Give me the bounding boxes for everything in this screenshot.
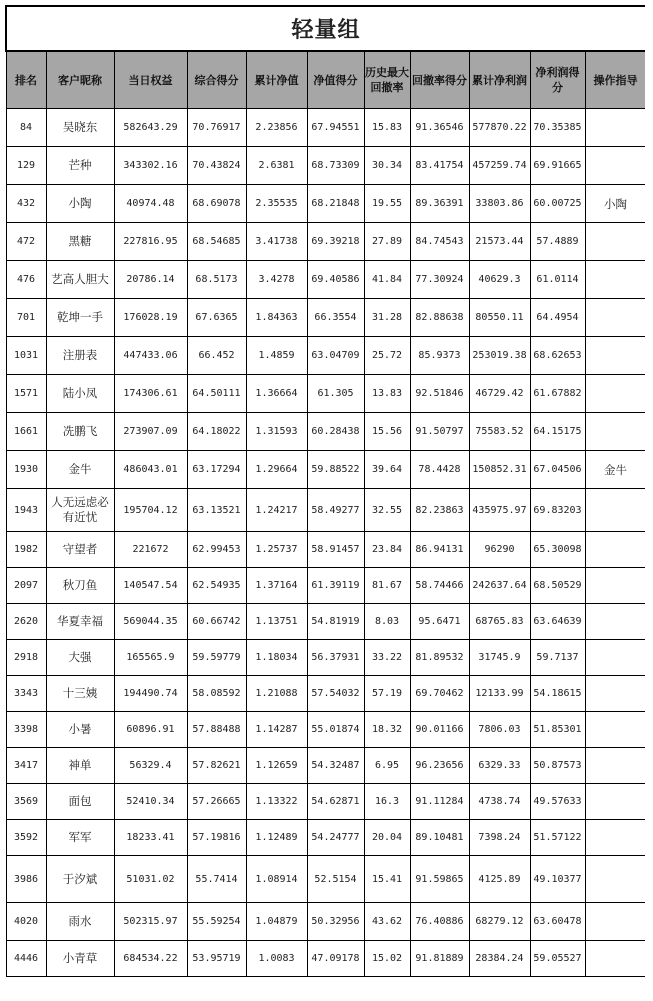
cell-total-score: 59.59779 <box>187 640 246 676</box>
cell-total-score: 70.76917 <box>187 109 246 147</box>
cell-rank: 4020 <box>6 903 46 941</box>
cell-guidance <box>585 261 645 299</box>
cell-cum-nav: 1.13322 <box>246 784 307 820</box>
cell-total-score: 57.26665 <box>187 784 246 820</box>
cell-guidance <box>585 568 645 604</box>
cell-profit-score: 69.91665 <box>530 147 585 185</box>
cell-drawdown-score: 69.70462 <box>410 676 469 712</box>
cell-nav-score: 54.24777 <box>307 820 364 856</box>
cell-cum-profit: 75583.52 <box>469 413 530 451</box>
cell-total-score: 63.17294 <box>187 451 246 489</box>
cell-cum-nav: 2.35535 <box>246 185 307 223</box>
cell-drawdown-score: 91.81889 <box>410 941 469 977</box>
table-row <box>6 337 645 375</box>
cell-rank: 1943 <box>6 489 46 532</box>
cell-profit-score: 63.60478 <box>530 903 585 941</box>
cell-equity: 502315.97 <box>114 903 187 941</box>
cell-drawdown-score: 92.51846 <box>410 375 469 413</box>
cell-nav-score: 68.73309 <box>307 147 364 185</box>
cell-equity: 140547.54 <box>114 568 187 604</box>
ranking-table <box>5 5 645 977</box>
cell-profit-score: 51.85301 <box>530 712 585 748</box>
cell-profit-score: 61.67882 <box>530 375 585 413</box>
table-row <box>6 820 645 856</box>
cell-equity: 486043.01 <box>114 451 187 489</box>
cell-rank: 701 <box>6 299 46 337</box>
cell-equity: 56329.4 <box>114 748 187 784</box>
cell-drawdown-score: 78.4428 <box>410 451 469 489</box>
header-guidance: 操作指导 <box>585 51 645 109</box>
header-row <box>6 51 645 109</box>
cell-nickname: 黑糖 <box>46 223 114 261</box>
cell-max-drawdown: 15.56 <box>364 413 410 451</box>
cell-equity: 273907.09 <box>114 413 187 451</box>
cell-nickname: 于汐斌 <box>46 856 114 903</box>
cell-equity: 221672 <box>114 532 187 568</box>
cell-nav-score: 61.39119 <box>307 568 364 604</box>
cell-total-score: 62.99453 <box>187 532 246 568</box>
cell-nav-score: 55.01874 <box>307 712 364 748</box>
cell-rank: 1982 <box>6 532 46 568</box>
cell-profit-score: 64.4954 <box>530 299 585 337</box>
cell-profit-score: 69.83203 <box>530 489 585 532</box>
cell-rank: 129 <box>6 147 46 185</box>
cell-cum-nav: 1.14287 <box>246 712 307 748</box>
cell-guidance <box>585 676 645 712</box>
cell-max-drawdown: 25.72 <box>364 337 410 375</box>
table-row <box>6 147 645 185</box>
cell-nickname: 乾坤一手 <box>46 299 114 337</box>
cell-rank: 2620 <box>6 604 46 640</box>
cell-profit-score: 49.57633 <box>530 784 585 820</box>
cell-max-drawdown: 13.83 <box>364 375 410 413</box>
cell-rank: 3417 <box>6 748 46 784</box>
table-row <box>6 941 645 977</box>
cell-nickname: 陆小凤 <box>46 375 114 413</box>
cell-equity: 174306.61 <box>114 375 187 413</box>
cell-nickname: 人无远虑必有近忧 <box>46 489 114 532</box>
cell-nickname: 注册表 <box>46 337 114 375</box>
cell-guidance <box>585 712 645 748</box>
cell-drawdown-score: 86.94131 <box>410 532 469 568</box>
cell-total-score: 67.6365 <box>187 299 246 337</box>
cell-drawdown-score: 95.6471 <box>410 604 469 640</box>
cell-drawdown-score: 89.36391 <box>410 185 469 223</box>
cell-nav-score: 61.305 <box>307 375 364 413</box>
cell-cum-nav: 3.4278 <box>246 261 307 299</box>
cell-cum-profit: 7398.24 <box>469 820 530 856</box>
cell-nickname: 冼鹏飞 <box>46 413 114 451</box>
cell-profit-score: 57.4889 <box>530 223 585 261</box>
table-row <box>6 532 645 568</box>
cell-total-score: 68.69078 <box>187 185 246 223</box>
cell-cum-nav: 1.0083 <box>246 941 307 977</box>
cell-guidance <box>585 375 645 413</box>
cell-nickname: 神单 <box>46 748 114 784</box>
table-row <box>6 299 645 337</box>
cell-cum-nav: 1.84363 <box>246 299 307 337</box>
cell-drawdown-score: 82.23863 <box>410 489 469 532</box>
table-row <box>6 223 645 261</box>
table-row <box>6 109 645 147</box>
cell-equity: 165565.9 <box>114 640 187 676</box>
cell-nav-score: 50.32956 <box>307 903 364 941</box>
cell-max-drawdown: 23.84 <box>364 532 410 568</box>
cell-drawdown-score: 90.01166 <box>410 712 469 748</box>
cell-nickname: 大强 <box>46 640 114 676</box>
cell-guidance <box>585 109 645 147</box>
cell-cum-nav: 1.36664 <box>246 375 307 413</box>
cell-max-drawdown: 15.02 <box>364 941 410 977</box>
cell-nav-score: 69.39218 <box>307 223 364 261</box>
cell-profit-score: 54.18615 <box>530 676 585 712</box>
table-row <box>6 261 645 299</box>
cell-rank: 3398 <box>6 712 46 748</box>
cell-cum-nav: 1.4859 <box>246 337 307 375</box>
cell-cum-profit: 457259.74 <box>469 147 530 185</box>
cell-cum-profit: 6329.33 <box>469 748 530 784</box>
cell-nickname: 芒种 <box>46 147 114 185</box>
cell-cum-nav: 1.12489 <box>246 820 307 856</box>
cell-cum-nav: 1.25737 <box>246 532 307 568</box>
cell-guidance <box>585 941 645 977</box>
cell-max-drawdown: 15.41 <box>364 856 410 903</box>
cell-total-score: 53.95719 <box>187 941 246 977</box>
cell-nickname: 小陶 <box>46 185 114 223</box>
header-rank: 排名 <box>6 51 46 109</box>
cell-cum-profit: 435975.97 <box>469 489 530 532</box>
cell-cum-nav: 3.41738 <box>246 223 307 261</box>
cell-profit-score: 51.57122 <box>530 820 585 856</box>
cell-cum-profit: 253019.38 <box>469 337 530 375</box>
table-row <box>6 903 645 941</box>
cell-max-drawdown: 43.62 <box>364 903 410 941</box>
cell-max-drawdown: 31.28 <box>364 299 410 337</box>
cell-equity: 18233.41 <box>114 820 187 856</box>
cell-cum-nav: 1.29664 <box>246 451 307 489</box>
cell-guidance <box>585 147 645 185</box>
cell-drawdown-score: 76.40886 <box>410 903 469 941</box>
cell-total-score: 63.13521 <box>187 489 246 532</box>
cell-cum-profit: 577870.22 <box>469 109 530 147</box>
cell-total-score: 57.82621 <box>187 748 246 784</box>
cell-guidance <box>585 337 645 375</box>
cell-equity: 194490.74 <box>114 676 187 712</box>
cell-guidance: 小陶 <box>585 185 645 223</box>
cell-profit-score: 68.50529 <box>530 568 585 604</box>
cell-nav-score: 66.3554 <box>307 299 364 337</box>
table-row <box>6 568 645 604</box>
cell-equity: 684534.22 <box>114 941 187 977</box>
cell-max-drawdown: 18.32 <box>364 712 410 748</box>
cell-rank: 1930 <box>6 451 46 489</box>
table-title: 轻量组 <box>6 6 645 51</box>
cell-nickname: 吴晓东 <box>46 109 114 147</box>
table-row <box>6 784 645 820</box>
cell-nav-score: 63.04709 <box>307 337 364 375</box>
cell-equity: 227816.95 <box>114 223 187 261</box>
cell-nickname: 秋刀鱼 <box>46 568 114 604</box>
cell-cum-profit: 68279.12 <box>469 903 530 941</box>
header-total-score: 综合得分 <box>187 51 246 109</box>
cell-nav-score: 47.09178 <box>307 941 364 977</box>
cell-cum-nav: 1.24217 <box>246 489 307 532</box>
cell-nav-score: 54.81919 <box>307 604 364 640</box>
cell-equity: 176028.19 <box>114 299 187 337</box>
cell-nickname: 小青草 <box>46 941 114 977</box>
cell-profit-score: 64.15175 <box>530 413 585 451</box>
cell-drawdown-score: 84.74543 <box>410 223 469 261</box>
header-cum-profit: 累计净利润 <box>469 51 530 109</box>
cell-equity: 195704.12 <box>114 489 187 532</box>
cell-total-score: 68.54685 <box>187 223 246 261</box>
cell-cum-profit: 21573.44 <box>469 223 530 261</box>
cell-cum-profit: 4738.74 <box>469 784 530 820</box>
cell-profit-score: 67.04506 <box>530 451 585 489</box>
cell-rank: 1661 <box>6 413 46 451</box>
header-max-drawdown: 历史最大回撤率 <box>364 51 410 109</box>
cell-cum-nav: 1.31593 <box>246 413 307 451</box>
cell-cum-nav: 1.21088 <box>246 676 307 712</box>
table-row <box>6 712 645 748</box>
cell-profit-score: 60.00725 <box>530 185 585 223</box>
cell-max-drawdown: 8.03 <box>364 604 410 640</box>
cell-max-drawdown: 33.22 <box>364 640 410 676</box>
cell-guidance <box>585 532 645 568</box>
header-drawdown-score: 回撤率得分 <box>410 51 469 109</box>
cell-total-score: 55.59254 <box>187 903 246 941</box>
cell-cum-profit: 68765.83 <box>469 604 530 640</box>
cell-profit-score: 59.7137 <box>530 640 585 676</box>
cell-guidance <box>585 748 645 784</box>
cell-drawdown-score: 91.11284 <box>410 784 469 820</box>
header-profit-score: 净利润得分 <box>530 51 585 109</box>
cell-nav-score: 54.32487 <box>307 748 364 784</box>
cell-cum-profit: 4125.89 <box>469 856 530 903</box>
table-row <box>6 451 645 489</box>
table-row <box>6 604 645 640</box>
cell-cum-profit: 28384.24 <box>469 941 530 977</box>
table-row <box>6 489 645 532</box>
cell-cum-profit: 31745.9 <box>469 640 530 676</box>
header-nav-score: 净值得分 <box>307 51 364 109</box>
cell-nav-score: 57.54032 <box>307 676 364 712</box>
table-row <box>6 375 645 413</box>
cell-equity: 60896.91 <box>114 712 187 748</box>
cell-rank: 3986 <box>6 856 46 903</box>
cell-cum-nav: 2.23856 <box>246 109 307 147</box>
cell-cum-nav: 1.37164 <box>246 568 307 604</box>
cell-nickname: 十三姨 <box>46 676 114 712</box>
cell-nickname: 小暑 <box>46 712 114 748</box>
cell-max-drawdown: 15.83 <box>364 109 410 147</box>
cell-profit-score: 70.35385 <box>530 109 585 147</box>
cell-guidance: 金牛 <box>585 451 645 489</box>
cell-drawdown-score: 89.10481 <box>410 820 469 856</box>
cell-max-drawdown: 32.55 <box>364 489 410 532</box>
cell-cum-profit: 242637.64 <box>469 568 530 604</box>
cell-profit-score: 68.62653 <box>530 337 585 375</box>
cell-equity: 40974.48 <box>114 185 187 223</box>
cell-rank: 476 <box>6 261 46 299</box>
cell-cum-profit: 7806.03 <box>469 712 530 748</box>
cell-equity: 569044.35 <box>114 604 187 640</box>
cell-rank: 4446 <box>6 941 46 977</box>
cell-nav-score: 67.94551 <box>307 109 364 147</box>
table-row <box>6 413 645 451</box>
cell-max-drawdown: 41.84 <box>364 261 410 299</box>
cell-equity: 51031.02 <box>114 856 187 903</box>
cell-drawdown-score: 91.36546 <box>410 109 469 147</box>
cell-drawdown-score: 85.9373 <box>410 337 469 375</box>
cell-max-drawdown: 16.3 <box>364 784 410 820</box>
cell-total-score: 66.452 <box>187 337 246 375</box>
cell-drawdown-score: 96.23656 <box>410 748 469 784</box>
cell-cum-profit: 40629.3 <box>469 261 530 299</box>
cell-guidance <box>585 223 645 261</box>
cell-cum-profit: 96290 <box>469 532 530 568</box>
cell-nickname: 守望者 <box>46 532 114 568</box>
cell-cum-nav: 1.13751 <box>246 604 307 640</box>
cell-profit-score: 49.10377 <box>530 856 585 903</box>
cell-rank: 1031 <box>6 337 46 375</box>
cell-total-score: 64.50111 <box>187 375 246 413</box>
cell-total-score: 57.88488 <box>187 712 246 748</box>
cell-profit-score: 61.0114 <box>530 261 585 299</box>
cell-nickname: 军军 <box>46 820 114 856</box>
cell-rank: 84 <box>6 109 46 147</box>
cell-max-drawdown: 39.64 <box>364 451 410 489</box>
cell-equity: 447433.06 <box>114 337 187 375</box>
cell-total-score: 55.7414 <box>187 856 246 903</box>
cell-max-drawdown: 6.95 <box>364 748 410 784</box>
cell-nickname: 雨水 <box>46 903 114 941</box>
cell-rank: 2097 <box>6 568 46 604</box>
cell-guidance <box>585 820 645 856</box>
cell-nickname: 艺高人胆大 <box>46 261 114 299</box>
cell-total-score: 57.19816 <box>187 820 246 856</box>
cell-max-drawdown: 81.67 <box>364 568 410 604</box>
cell-rank: 3592 <box>6 820 46 856</box>
cell-guidance <box>585 299 645 337</box>
cell-total-score: 70.43824 <box>187 147 246 185</box>
header-cum-nav: 累计净值 <box>246 51 307 109</box>
table-row <box>6 640 645 676</box>
cell-nav-score: 68.21848 <box>307 185 364 223</box>
cell-rank: 432 <box>6 185 46 223</box>
cell-cum-profit: 33803.86 <box>469 185 530 223</box>
cell-nav-score: 54.62871 <box>307 784 364 820</box>
cell-total-score: 60.66742 <box>187 604 246 640</box>
table-row <box>6 185 645 223</box>
cell-total-score: 62.54935 <box>187 568 246 604</box>
table-row <box>6 748 645 784</box>
cell-profit-score: 59.05527 <box>530 941 585 977</box>
cell-max-drawdown: 19.55 <box>364 185 410 223</box>
cell-max-drawdown: 30.34 <box>364 147 410 185</box>
cell-cum-profit: 150852.31 <box>469 451 530 489</box>
cell-drawdown-score: 91.59865 <box>410 856 469 903</box>
cell-nav-score: 69.40586 <box>307 261 364 299</box>
cell-nav-score: 60.28438 <box>307 413 364 451</box>
ranking-sheet <box>5 5 645 1001</box>
cell-nav-score: 58.91457 <box>307 532 364 568</box>
cell-guidance <box>585 413 645 451</box>
cell-equity: 52410.34 <box>114 784 187 820</box>
cell-equity: 20786.14 <box>114 261 187 299</box>
cell-drawdown-score: 77.30924 <box>410 261 469 299</box>
cell-nav-score: 59.88522 <box>307 451 364 489</box>
cell-drawdown-score: 58.74466 <box>410 568 469 604</box>
cell-drawdown-score: 82.88638 <box>410 299 469 337</box>
header-nickname: 客户昵称 <box>46 51 114 109</box>
cell-drawdown-score: 83.41754 <box>410 147 469 185</box>
cell-cum-nav: 1.18034 <box>246 640 307 676</box>
cell-drawdown-score: 81.89532 <box>410 640 469 676</box>
cell-nav-score: 56.37931 <box>307 640 364 676</box>
cell-cum-profit: 46729.42 <box>469 375 530 413</box>
table-row <box>6 856 645 903</box>
cell-cum-nav: 2.6381 <box>246 147 307 185</box>
header-equity: 当日权益 <box>114 51 187 109</box>
cell-nickname: 金牛 <box>46 451 114 489</box>
cell-cum-profit: 80550.11 <box>469 299 530 337</box>
cell-drawdown-score: 91.50797 <box>410 413 469 451</box>
cell-cum-nav: 1.08914 <box>246 856 307 903</box>
cell-nickname: 华夏幸福 <box>46 604 114 640</box>
cell-cum-nav: 1.04879 <box>246 903 307 941</box>
cell-max-drawdown: 20.04 <box>364 820 410 856</box>
cell-total-score: 64.18022 <box>187 413 246 451</box>
cell-rank: 2918 <box>6 640 46 676</box>
cell-total-score: 58.08592 <box>187 676 246 712</box>
cell-profit-score: 63.64639 <box>530 604 585 640</box>
cell-guidance <box>585 784 645 820</box>
cell-profit-score: 50.87573 <box>530 748 585 784</box>
cell-profit-score: 65.30098 <box>530 532 585 568</box>
cell-guidance <box>585 604 645 640</box>
cell-max-drawdown: 27.89 <box>364 223 410 261</box>
cell-rank: 3569 <box>6 784 46 820</box>
cell-total-score: 68.5173 <box>187 261 246 299</box>
table-row <box>6 676 645 712</box>
cell-guidance <box>585 903 645 941</box>
cell-guidance <box>585 640 645 676</box>
cell-equity: 582643.29 <box>114 109 187 147</box>
cell-rank: 472 <box>6 223 46 261</box>
cell-cum-profit: 12133.99 <box>469 676 530 712</box>
cell-rank: 3343 <box>6 676 46 712</box>
cell-nav-score: 52.5154 <box>307 856 364 903</box>
cell-cum-nav: 1.12659 <box>246 748 307 784</box>
cell-guidance <box>585 489 645 532</box>
cell-max-drawdown: 57.19 <box>364 676 410 712</box>
cell-rank: 1571 <box>6 375 46 413</box>
cell-nav-score: 58.49277 <box>307 489 364 532</box>
cell-nickname: 面包 <box>46 784 114 820</box>
cell-guidance <box>585 856 645 903</box>
cell-equity: 343302.16 <box>114 147 187 185</box>
